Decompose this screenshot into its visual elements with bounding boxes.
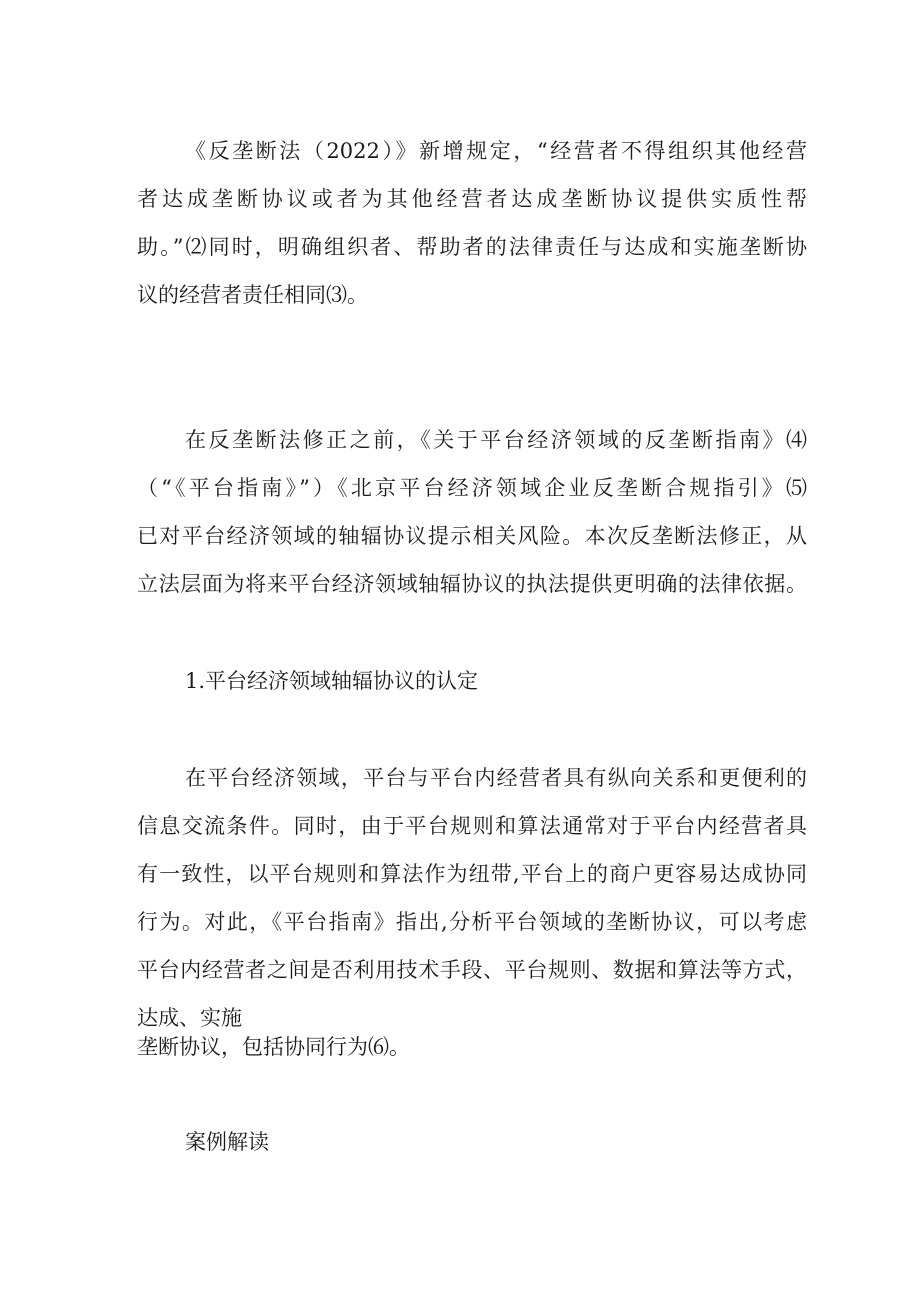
paragraph-3-line-6: 达成、实施 (137, 1006, 242, 1030)
paragraph-1-line-3: 助。”⑵同时，明确组织者、帮助者的法律责任与达成和实施垄断协 (137, 235, 807, 259)
paragraph-2-line-1: 在反垄断法修正之前，《关于平台经济领域的反垄断指南》⑷ (185, 428, 807, 452)
paragraph-2-line-4: 立法层面为将来平台经济领域轴辐协议的执法提供更明确的法律依据。 (137, 572, 807, 596)
paragraph-3-line-1: 在平台经济领域，平台与平台内经营者具有纵向关系和更便利的 (185, 766, 807, 790)
section-heading: 1.平台经济领域轴辐协议的认定 (185, 669, 479, 693)
case-study-heading: 案例解读 (185, 1130, 269, 1154)
paragraph-1-line-1: 《反垄断法（2022）》新增规定，“经营者不得组织其他经营 (185, 139, 807, 163)
paragraph-3-line-5: 平台内经营者之间是否利用技术手段、平台规则、数据和算法等方式， (137, 958, 807, 982)
paragraph-1-line-4: 议的经营者责任相同⑶。 (137, 283, 368, 307)
paragraph-3-line-7: 垄断协议，包括协同行为⑹。 (137, 1035, 410, 1059)
paragraph-3-line-3: 有一致性，以平台规则和算法作为纽带,平台上的商户更容易达成协同 (137, 862, 807, 886)
paragraph-2-line-2: （“《平台指南》”）《北京平台经济领域企业反垄断合规指引》⑸ (137, 476, 807, 500)
paragraph-1-line-2: 者达成垄断协议或者为其他经营者达成垄断协议提供实质性帮 (137, 187, 807, 211)
paragraph-3-line-4: 行为。对此，《平台指南》指出,分析平台领域的垄断协议，可以考虑 (137, 910, 807, 934)
paragraph-2-line-3: 已对平台经济领域的轴辐协议提示相关风险。本次反垄断法修正，从 (137, 524, 807, 548)
paragraph-3-line-2: 信息交流条件。同时，由于平台规则和算法通常对于平台内经营者具 (137, 814, 807, 838)
